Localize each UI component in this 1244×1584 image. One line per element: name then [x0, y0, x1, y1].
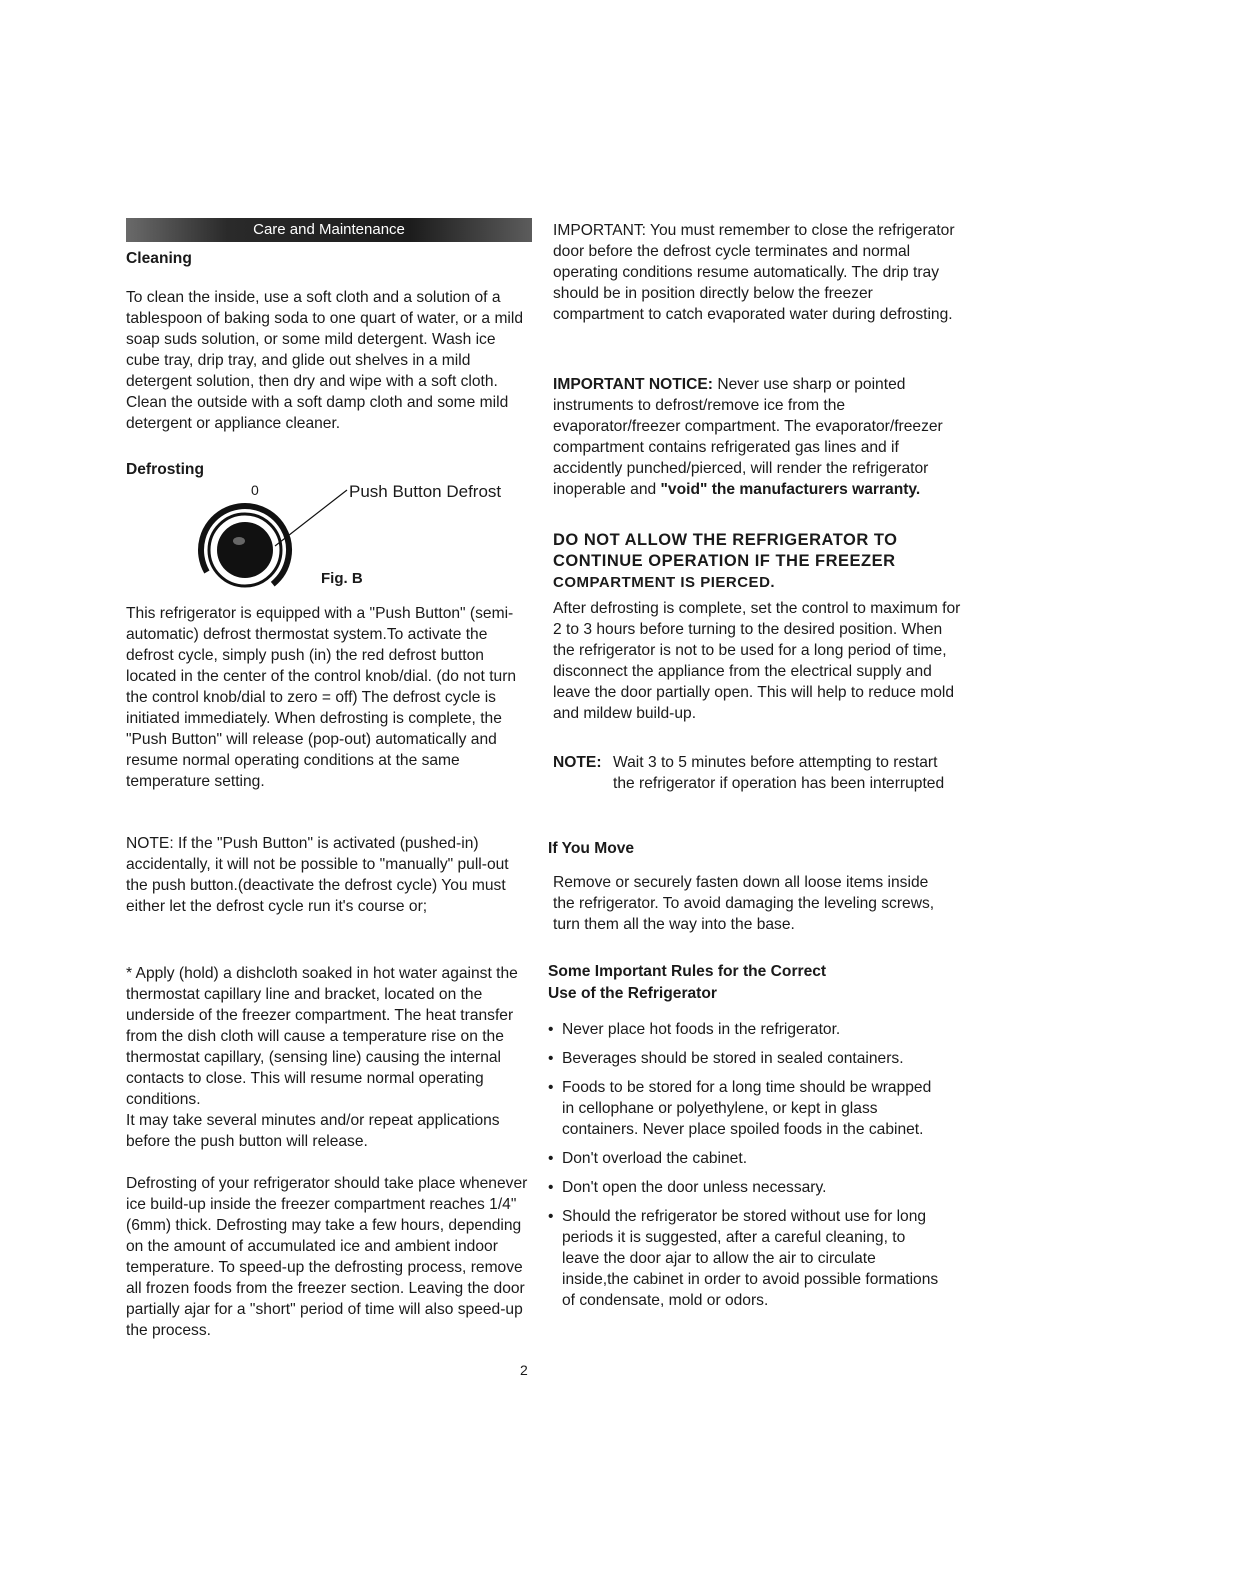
figure-b: [195, 478, 525, 596]
defrosting-heading: Defrosting: [126, 461, 204, 478]
pierced-warning-tail: COMPARTMENT IS PIERCED.: [553, 574, 776, 591]
rules-heading-line-1: Some Important Rules for the Correct: [548, 963, 827, 980]
list-item: • Foods to be stored for a long time should be wrapped in cellophane or polyethylene, or kept in glass containers. Never place spoiled foods in the cabinet.: [548, 1077, 943, 1140]
defrost-paragraph-4: Defrosting of your refrigerator should take place whenever ice build-up inside the freezer compartment reaches 1/4" (6mm) thick. Defrosting may take a few hours, depending on the amount of accumulated ice and ambient indoor temperature. To speed-up the defrosting process, remove all frozen foods from the freezer section. Leaving the door partially ajar for a "short" period of time will also speed-up the process.: [126, 1175, 528, 1339]
list-item: • Don't overload the cabinet.: [548, 1148, 943, 1169]
page-number: 2: [520, 1362, 528, 1378]
defrost-dishcloth-paragraph: * Apply (hold) a dishcloth soaked in hot water against the thermostat capillary line and bracket, located on the underside of the freezer compartment. The heat transfer from the dish cloth will cause a temperature rise on the thermostat capillary, (sensing line) causing the internal contacts to close. This will resume normal operating conditions.: [126, 965, 518, 1108]
if-you-move-text: Remove or securely fasten down all loose items inside the refrigerator. To avoid damaging the leveling screws, turn them all the way into the base.: [553, 874, 935, 933]
important-notice-paragraph: [553, 374, 963, 500]
cleaning-body: To clean the inside, use a soft cloth and a solution of a tablespoon of baking soda to one quart of water, or a mild soap suds solution, or some mild detergent. Wash ice cube tray, drip tray, and glide out shelves in a mild detergent solution, then dry and wipe with a soft cloth. Clean the outside with a soft damp cloth and some mild detergent or appliance cleaner.: [126, 289, 524, 432]
dial-zero-label: 0: [251, 482, 259, 498]
defrost-repeat-paragraph: It may take several minutes and/or repeat applications before the push button will release.: [126, 1112, 500, 1150]
figure-caption: Fig. B: [321, 570, 363, 587]
section-banner: Care and Maintenance: [126, 218, 532, 242]
defrost-note-paragraph: NOTE: If the "Push Button" is activated (pushed-in) accidentally, it will not be possible to "manually" pull-out the push button.(deactivate the defrost cycle) You must either let the defrost cycle run it's course or;: [126, 835, 509, 915]
pierced-warning: [553, 530, 963, 593]
list-item: • Don't open the door unless necessary.: [548, 1177, 943, 1198]
if-you-move-heading: If You Move: [548, 840, 635, 857]
cleaning-heading: Cleaning: [126, 250, 192, 267]
warranty-void-text: "void" the manufacturers warranty.: [660, 481, 921, 498]
rules-list: [548, 1019, 943, 1319]
list-item: • Should the refrigerator be stored without use for long periods it is suggested, after a careful cleaning, to leave the door ajar to allow the air to circulate inside,the cabinet in order to avoid possible formations of condensate, mold or odors.: [548, 1206, 943, 1311]
after-defrost-paragraph: After defrosting is complete, set the control to maximum for 2 to 3 hours before turning to the desired position. When the refrigerator is not to be used for a long period of time, disconnect the appliance from the electrical supply and leave the door partially open. This will help to reduce mold and mildew build-up.: [553, 600, 961, 722]
important-paragraph: IMPORTANT: You must remember to close the refrigerator door before the defrost cycle terminates and normal operating conditions resume automatically. The drip tray should be in position directly below the freezer compartment to catch evaporated water during defrosting.: [553, 222, 955, 323]
list-item: • Never place hot foods in the refrigerator.: [548, 1019, 943, 1040]
pierced-warning-main: DO NOT ALLOW THE REFRIGERATOR TO CONTINUE OPERATION IF THE FREEZER: [553, 531, 898, 570]
rules-heading-line-2: Use of the Refrigerator: [548, 985, 717, 1002]
restart-note: [553, 752, 963, 794]
list-item: • Beverages should be stored in sealed containers.: [548, 1048, 943, 1069]
restart-note-text: Wait 3 to 5 minutes before attempting to restart the refrigerator if operation has been interrupted: [613, 754, 945, 792]
important-notice-text: Never use sharp or pointed instruments to defrost/remove ice from the evaporator/freezer compartment. The evaporator/freezer compartment contains refrigerated gas lines and if accidently punched/pierced, will render the refrigerator inoperable and: [553, 376, 943, 498]
important-notice-label: IMPORTANT NOTICE:: [553, 376, 713, 393]
defrost-paragraph-1: This refrigerator is equipped with a "Push Button" (semi-automatic) defrost thermostat system.To activate the defrost cycle, simply push (in) the red defrost button located in the center of the control knob/dial. (do not turn the control knob/dial to zero = off) The defrost cycle is initiated immediately. When defrosting is complete, the "Push Button" will release (pop-out) automatically and resume normal operating conditions at the same temperature setting.: [126, 605, 517, 790]
restart-note-label: NOTE:: [553, 754, 602, 771]
push-button-defrost-callout: Push Button Defrost: [349, 482, 502, 501]
